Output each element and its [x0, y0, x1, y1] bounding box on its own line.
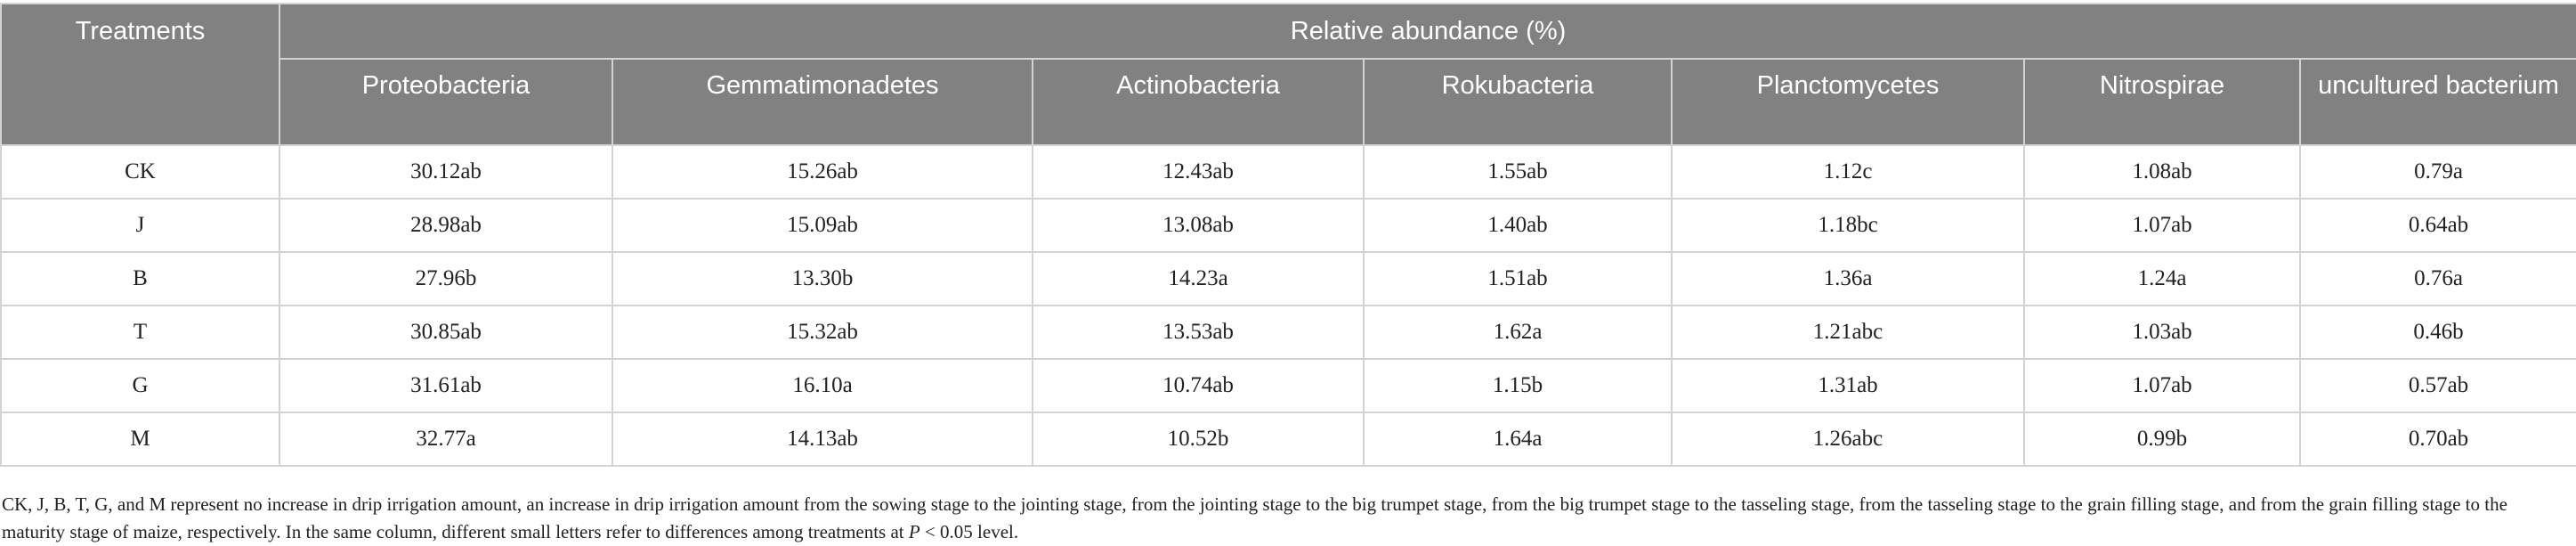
value-cell: 1.24a	[2024, 252, 2300, 306]
value-cell: 13.30b	[612, 252, 1033, 306]
value-cell: 1.31ab	[1672, 359, 2024, 412]
value-cell: 13.08ab	[1033, 199, 1364, 252]
column-header-nitrospirae: Nitrospirae	[2024, 59, 2300, 145]
table-row	[1, 359, 2576, 412]
value-cell: 30.12ab	[279, 145, 612, 199]
value-cell: 0.46b	[2300, 306, 2576, 359]
value-cell: 1.15b	[1364, 359, 1672, 412]
value-cell: 28.98ab	[279, 199, 612, 252]
treatment-cell: J	[1, 199, 279, 252]
table-footnote	[2, 491, 2570, 546]
value-cell: 1.07ab	[2024, 359, 2300, 412]
table-row	[1, 412, 2576, 466]
treatment-cell: M	[1, 412, 279, 466]
column-header-uncultured-bacterium: uncultured bacterium	[2300, 59, 2576, 145]
column-header-planctomycetes: Planctomycetes	[1672, 59, 2024, 145]
value-cell: 32.77a	[279, 412, 612, 466]
table-row	[1, 145, 2576, 199]
treatment-cell: CK	[1, 145, 279, 199]
treatment-cell: G	[1, 359, 279, 412]
footnote-p-symbol: P	[908, 521, 920, 542]
value-cell: 1.64a	[1364, 412, 1672, 466]
column-header-rokubacteria: Rokubacteria	[1364, 59, 1672, 145]
value-cell: 1.40ab	[1364, 199, 1672, 252]
value-cell: 0.70ab	[2300, 412, 2576, 466]
column-header-proteobacteria: Proteobacteria	[279, 59, 612, 145]
table-row	[1, 252, 2576, 306]
value-cell: 0.79a	[2300, 145, 2576, 199]
table-row	[1, 199, 2576, 252]
value-cell: 15.32ab	[612, 306, 1033, 359]
value-cell: 16.10a	[612, 359, 1033, 412]
value-cell: 31.61ab	[279, 359, 612, 412]
value-cell: 1.36a	[1672, 252, 2024, 306]
value-cell: 0.99b	[2024, 412, 2300, 466]
value-cell: 13.53ab	[1033, 306, 1364, 359]
relative-abundance-header: Relative abundance (%)	[279, 4, 2576, 59]
table-row	[1, 306, 2576, 359]
footnote-tail: < 0.05 level.	[919, 521, 1019, 542]
column-header-gemmatimonadetes: Gemmatimonadetes	[612, 59, 1033, 145]
value-cell: 15.26ab	[612, 145, 1033, 199]
value-cell: 15.09ab	[612, 199, 1033, 252]
treatment-cell: B	[1, 252, 279, 306]
value-cell: 0.64ab	[2300, 199, 2576, 252]
value-cell: 30.85ab	[279, 306, 612, 359]
value-cell: 12.43ab	[1033, 145, 1364, 199]
value-cell: 1.07ab	[2024, 199, 2300, 252]
value-cell: 1.12c	[1672, 145, 2024, 199]
value-cell: 1.03ab	[2024, 306, 2300, 359]
treatments-header: Treatments	[1, 4, 279, 145]
value-cell: 1.21abc	[1672, 306, 2024, 359]
value-cell: 10.74ab	[1033, 359, 1364, 412]
value-cell: 1.18bc	[1672, 199, 2024, 252]
value-cell: 1.55ab	[1364, 145, 1672, 199]
value-cell: 1.26abc	[1672, 412, 2024, 466]
value-cell: 27.96b	[279, 252, 612, 306]
value-cell: 1.62a	[1364, 306, 1672, 359]
footnote-text: CK, J, B, T, G, and M represent no increase in drip irrigation amount, an increase in drip irrigation amount from the sowing stage to the jointing stage, from the jointing stage to the big trumpet stage, from the big trumpet stage to the tasseling stage, from the tasseling stage to the grain filling stage, and from the grain filling stage to the maturity stage of maize, respectively. In the same column, different small letters refer to differences among treatments at	[2, 493, 2507, 542]
value-cell: 1.51ab	[1364, 252, 1672, 306]
value-cell: 14.23a	[1033, 252, 1364, 306]
column-header-actinobacteria: Actinobacteria	[1033, 59, 1364, 145]
value-cell: 1.08ab	[2024, 145, 2300, 199]
value-cell: 10.52b	[1033, 412, 1364, 466]
treatment-cell: T	[1, 306, 279, 359]
value-cell: 14.13ab	[612, 412, 1033, 466]
value-cell: 0.57ab	[2300, 359, 2576, 412]
results-table	[0, 3, 2576, 467]
results-table-container	[0, 3, 2576, 467]
value-cell: 0.76a	[2300, 252, 2576, 306]
